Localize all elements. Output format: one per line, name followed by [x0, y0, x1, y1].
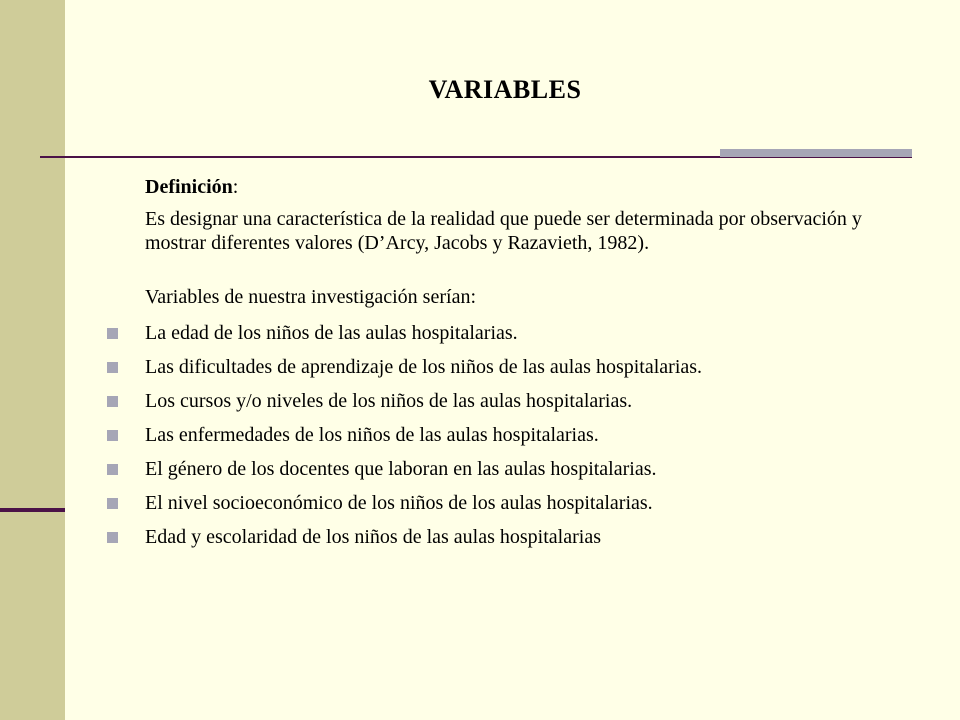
list-item-text: Las dificultades de aprendizaje de los niños de las aulas hospitalarias.	[145, 356, 703, 378]
title-divider-bar	[720, 149, 912, 157]
square-bullet-icon	[107, 396, 118, 407]
left-decorative-band	[0, 0, 65, 720]
square-bullet-icon	[107, 328, 118, 339]
square-bullet-icon	[107, 430, 118, 441]
list-item-text: Las enfermedades de los niños de las aulas hospitalarias.	[145, 424, 599, 446]
definition-text: Es designar una característica de la realidad que puede ser determinada por observación y mostrar diferentes valores (D’Arcy, Jacobs y Razavieth, 1982).	[145, 208, 862, 254]
definition-label: Definición	[145, 176, 233, 198]
list-item-text: Edad y escolaridad de los niños de las aulas hospitalarias	[145, 526, 601, 548]
list-item-text: El género de los docentes que laboran en las aulas hospitalarias.	[145, 458, 657, 480]
list-item	[145, 455, 915, 483]
list-item	[145, 353, 915, 381]
left-accent-line	[0, 508, 65, 512]
definition-heading	[145, 173, 915, 201]
square-bullet-icon	[107, 464, 118, 475]
list-item	[145, 421, 915, 449]
square-bullet-icon	[107, 532, 118, 543]
list-item	[145, 489, 915, 517]
list-item-text: El nivel socioeconómico de los niños de los aulas hospitalarias.	[145, 492, 653, 514]
variables-intro: Variables de nuestra investigación serían:	[145, 286, 476, 308]
list-item-text: Los cursos y/o niveles de los niños de las aulas hospitalarias.	[145, 390, 633, 412]
variables-list	[145, 319, 915, 551]
slide-title: VARIABLES	[428, 75, 582, 104]
list-item	[145, 523, 915, 551]
list-item	[145, 387, 915, 415]
square-bullet-icon	[107, 498, 118, 509]
definition-colon: :	[232, 176, 239, 198]
square-bullet-icon	[107, 362, 118, 373]
slide-content	[145, 173, 915, 557]
list-item-text: La edad de los niños de las aulas hospitalarias.	[145, 322, 518, 344]
list-item	[145, 319, 915, 347]
